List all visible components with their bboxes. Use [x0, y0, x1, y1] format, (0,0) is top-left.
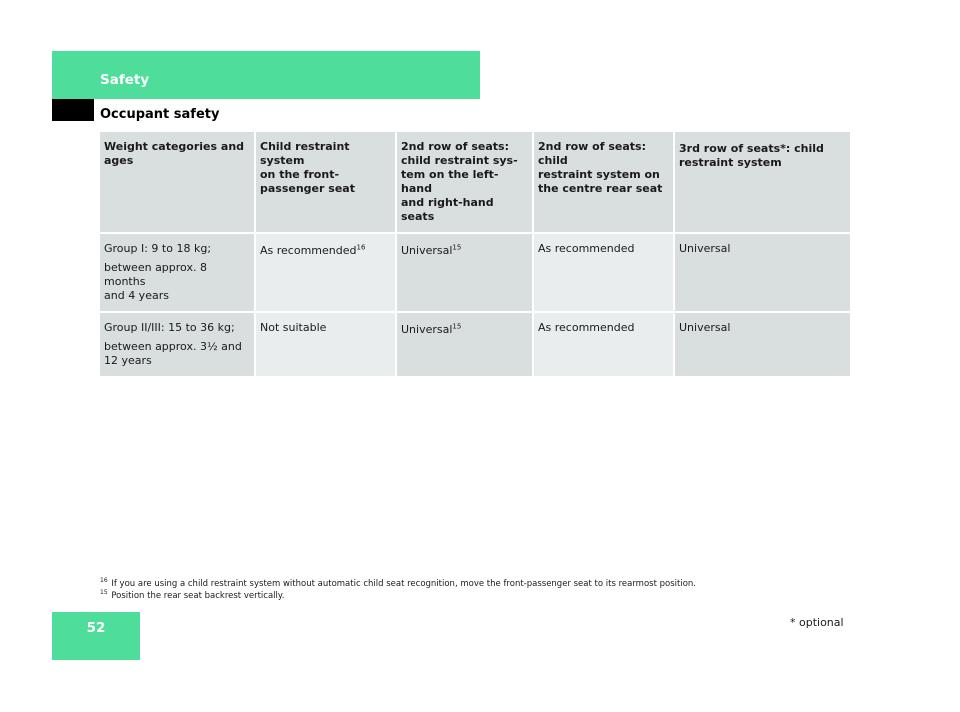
- footnote-ref: 15: [452, 322, 462, 331]
- front-passenger-value: Not suitable: [260, 321, 327, 334]
- header-second-row-sides-line-2: child restraint sys-: [401, 154, 518, 167]
- cell-second-row-centre: [534, 234, 675, 313]
- weight-group-label: Group II/III: 15 to 36 kg;: [104, 321, 235, 334]
- footnote-ref: 16: [356, 243, 366, 252]
- header-second-row-sides-line-4: and right-hand seats: [401, 196, 494, 223]
- weight-group-label: Group I: 9 to 18 kg;: [104, 242, 212, 255]
- footnote: [100, 590, 696, 602]
- footnote-number: 15: [100, 589, 108, 597]
- table-row: [100, 313, 852, 378]
- second-row-centre-value: As recommended: [538, 242, 635, 255]
- table-row: [100, 234, 852, 313]
- cell-weight-group: [100, 313, 256, 378]
- header-third-row-line-1: 3rd row of seats*: child: [679, 142, 824, 155]
- footnote-ref: 15: [452, 243, 462, 252]
- cell-front-passenger: [256, 313, 397, 378]
- header-weight-categories: [100, 132, 256, 234]
- header-front-passenger-line-3: passenger seat: [260, 182, 355, 195]
- header-weight-categories-label: Weight categories and ages: [104, 140, 245, 167]
- cell-second-row-sides: [397, 234, 534, 313]
- header-third-row: [675, 132, 852, 234]
- header-second-row-centre-line-2: restraint system on: [538, 168, 660, 181]
- header-second-row-sides-line-3: tem on the left-hand: [401, 168, 499, 195]
- age-range-line-1: between approx. 8 months: [104, 261, 207, 288]
- optional-note: * optional: [790, 616, 844, 629]
- second-row-sides-value: [401, 244, 528, 258]
- header-front-passenger: [256, 132, 397, 234]
- header-second-row-sides-line-1: 2nd row of seats:: [401, 140, 509, 153]
- front-passenger-value: [260, 244, 391, 258]
- footnote-text: If you are using a child restraint system without automatic child seat recognition, move the front-passenger seat to its rearmost position.: [111, 579, 696, 589]
- header-front-passenger-line-2: on the front-: [260, 168, 340, 181]
- second-row-centre-value: As recommended: [538, 321, 635, 334]
- second-row-sides-text: Universal: [401, 323, 453, 336]
- cell-third-row: [675, 234, 852, 313]
- second-row-sides-value: [401, 323, 528, 337]
- third-row-value: Universal: [679, 242, 731, 255]
- header-second-row-sides: [397, 132, 534, 234]
- header-second-row-centre-line-3: the centre rear seat: [538, 182, 663, 195]
- child-restraint-table: [100, 132, 852, 378]
- third-row-value: Universal: [679, 321, 731, 334]
- cell-front-passenger: [256, 234, 397, 313]
- page-number: 52: [86, 620, 106, 636]
- subsection-title: Occupant safety: [100, 107, 220, 122]
- footnote-number: 16: [100, 577, 108, 585]
- age-range-label: [104, 261, 250, 303]
- age-range-line-1: between approx. 3½ and: [104, 340, 242, 353]
- footnotes: [100, 578, 696, 602]
- cell-second-row-sides: [397, 313, 534, 378]
- age-range-line-2: and 4 years: [104, 289, 169, 302]
- age-range-label: [104, 340, 250, 368]
- footnote: [100, 578, 696, 590]
- front-passenger-text: As recommended: [260, 244, 357, 257]
- section-marker: [52, 99, 94, 121]
- header-second-row-centre: [534, 132, 675, 234]
- header-third-row-line-2: restraint system: [679, 156, 782, 169]
- section-title: Safety: [100, 72, 150, 88]
- footnote-text: Position the rear seat backrest vertically.: [111, 591, 285, 601]
- age-range-line-2: 12 years: [104, 354, 152, 367]
- cell-weight-group: [100, 234, 256, 313]
- cell-third-row: [675, 313, 852, 378]
- cell-second-row-centre: [534, 313, 675, 378]
- header-front-passenger-line-1: Child restraint system: [260, 140, 350, 167]
- table-header-row: [100, 132, 852, 234]
- header-second-row-centre-line-1: 2nd row of seats: child: [538, 140, 646, 167]
- second-row-sides-text: Universal: [401, 244, 453, 257]
